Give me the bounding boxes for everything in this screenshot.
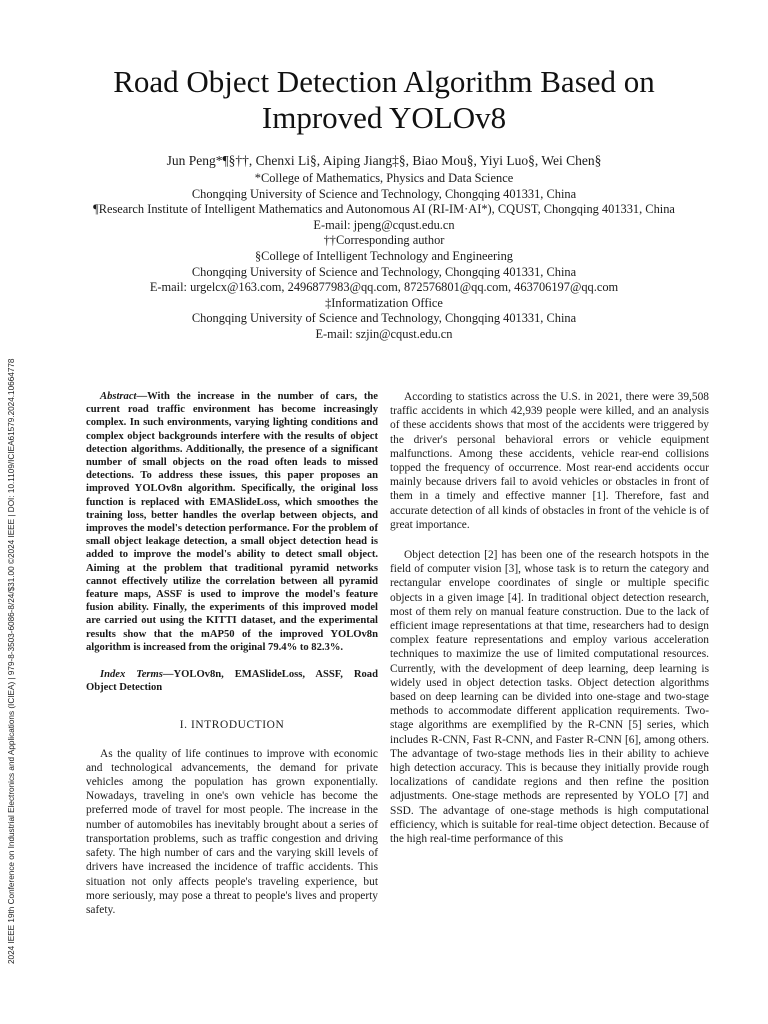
left-column: [86, 390, 378, 917]
section-number: I.: [179, 719, 188, 732]
author-list: Jun Peng*¶§††, Chenxi Li§, Aiping Jiang‡§, Biao Mou§, Yiyi Luo§, Wei Chen§: [166, 153, 602, 168]
abstract-text: —With the increase in the number of cars, the current road traffic environment has become increasingly complex. In such environments, varying lighting conditions and complex object backgrounds interfere with the results of object detection algorithms. Additionally, the presence of a significant number of small objects on the road often leads to missed detections. To address these issues, this paper proposes an improved YOLOv8n algorithm. Specifically, the original loss function is replaced with EMASlideLoss, which smoothes the training loss, better handles the overlap between objects, and improves the model's detection performance. For the problem of small object leakage detection, a small object detection head is added to improve the model's ability to detect small object. Aiming at the problem that traditional pyramid networks cannot effectively utilize the correlation between all pyramid feature maps, ASSF is used to improve the model's feature fusion ability. Finally, the experiments of this improved model are carried out using the KITTI dataset, and the experimental results show that the mAP50 of the improved YOLOv8n algorithm is increased from the original 79.4% to 82.3%.: [86, 391, 378, 653]
affiliation-line: Chongqing University of Science and Technology, Chongqing 401331, China: [191, 311, 577, 326]
copyright-text: 2024 IEEE 19th Conference on Industrial Electronics and Applications (ICIEA) | 979-8-3503-6086-8/24/$31.00 ©2024 IEEE | DOI: 10.1109/ICIEA61579.2024.10664778: [7, 358, 16, 964]
body-paragraph: Object detection [2] has been one of the research hotspots in the field of computer vision [3], whose task is to return the category and rectangular envelope coordinates of single or multiple specific objects in a given image [4]. In traditional object detection research, most of them rely on manual feature construction. Due to the lack of efficient image representations at that time, researchers had to design complex feature representations and employ various acceleration techniques to maximize the use of limited computational resources. Currently, with the development of deep learning, deep learning is widely used in object detection tasks. Object detection algorithms based on deep learning can be divided into one-stage and two-stage methods to accommodate different application requirements. Two-stage algorithms are exemplified by the R-CNN [5] series, which includes R-CNN, Fast R-CNN, and Faster R-CNN [6], among others. The advantage of two-stage methods lies in their ability to achieve high detection accuracy. This is because they initially provide rough localizations of candidate regions and then refine the position adjustments. One-stage methods are represented by YOLO [7] and SSD. The advantage of one-stage methods is high computational efficiency, which is suitable for real-time object detection. Because of the high real-time performance of this: [390, 549, 709, 846]
index-terms: [86, 668, 378, 694]
body-paragraph: According to statistics across the U.S. in 2021, there were 39,508 traffic accidents in which 42,939 people were killed, and an analysis of these accidents shows that most of the accidents were triggered by the driver's personal behavioral errors or vehicle equipment malfunctions. Among these accidents, vehicle rear-end collisions topped the frequency of occurrence. Most rear-end accidents occur mainly because drivers fail to avoid vehicles or obstacles in front of them in a timely and effective manner [1]. Therefore, fast and accurate detection of all kinds of obstacles in front of the vehicle is of great importance.: [390, 391, 709, 531]
email-line: E-mail: szjin@cqust.edu.cn: [315, 326, 453, 341]
affiliation-line: ††Corresponding author: [323, 233, 445, 248]
right-column: [390, 390, 709, 846]
abstract-label: Abstract: [100, 391, 137, 402]
affiliations-block: [30, 171, 738, 343]
section-heading: [86, 718, 378, 732]
index-terms-label: Index Terms: [100, 669, 163, 681]
affiliation-line: ‡Informatization Office: [325, 295, 443, 310]
affiliation-line: *College of Mathematics, Physics and Data Science: [254, 171, 514, 185]
affiliation-line: Chongqing University of Science and Technology, Chongqing 401331, China: [191, 264, 577, 279]
email-line: E-mail: jpeng@cqust.edu.cn: [313, 217, 455, 232]
affiliation-line: §College of Intelligent Technology and Engineering: [254, 248, 513, 263]
affiliation-line: Chongqing University of Science and Technology, Chongqing 401331, China: [191, 186, 577, 201]
affiliation-line: ¶Research Institute of Intelligent Mathematics and Autonomous AI (RI-IM·AI*), CQUST, Chongqing 401331, China: [93, 202, 675, 217]
paper-title: Road Object Detection Algorithm Based on Improved YOLOv8: [113, 64, 655, 135]
index-terms-text: —YOLOv8n, EMASlideLoss, ASSF, Road Object Detection: [86, 669, 378, 694]
email-line: E-mail: urgelcx@163.com, 2496877983@qq.com, 872576801@qq.com, 463706197@qq.com: [149, 280, 619, 295]
section-title: INTRODUCTION: [191, 719, 285, 732]
abstract: [86, 390, 378, 654]
body-paragraph: As the quality of life continues to improve with economic and technological advancements, the demand for private vehicles among the population has grown exponentially. Nowadays, traveling in one's own vehicle has become the preferred mode of travel for most people. The increase in the number of automobiles has inevitably brought about a series of transportation problems, such as traffic congestion and driving safety. The high number of cars and the varying skill levels of drivers have increased the incidence of traffic accidents. This situation not only affects people's traveling experience, but more seriously, may pose a threat to people's lives and property safety.: [86, 747, 378, 916]
copyright-sidebar: [2, 254, 24, 964]
